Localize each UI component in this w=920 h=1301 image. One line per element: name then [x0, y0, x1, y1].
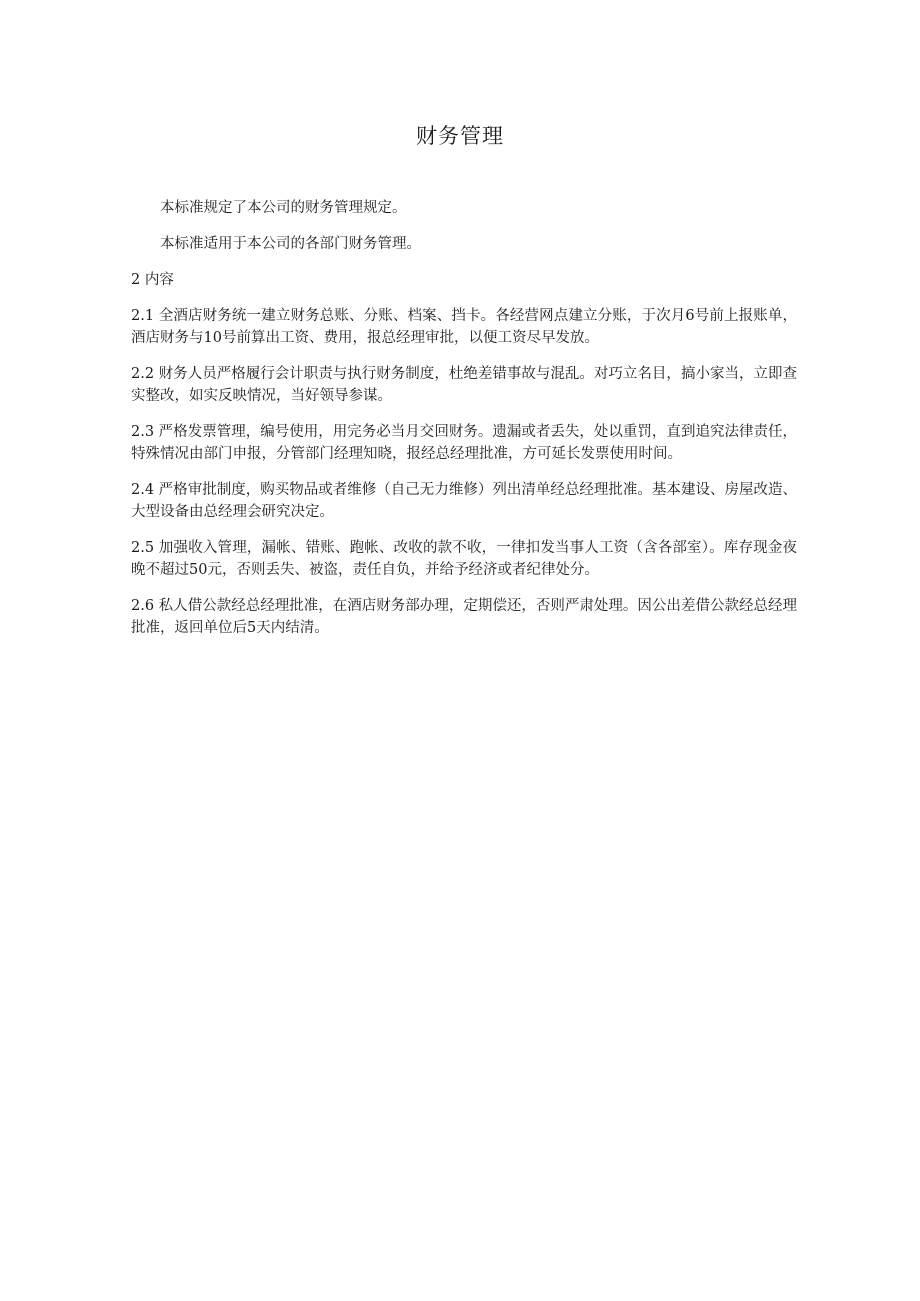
intro-paragraph-scope: 本标准规定了本公司的财务管理规定。	[160, 200, 407, 216]
document-title: 财务管理	[416, 124, 504, 148]
intro-paragraph-applicability: 本标准适用于本公司的各部门财务管理。	[160, 236, 421, 252]
clause-2-5: 2.5 加强收入管理，漏帐、错账、跑帐、改收的款不收，一律扣发当事人工资（含各部室）。库存现金夜晚不超过50元，否则丢失、被盗，责任自负，并给予经济或者纪律处分。	[131, 540, 797, 578]
section-heading-content: 2 内容	[131, 272, 174, 288]
document-body	[131, 197, 797, 653]
clause-2-2: 2.2 财务人员严格履行会计职责与执行财务制度，杜绝差错事故与混乱。对巧立名目，搞小家当，立即查实整改，如实反映情况，当好领导参谋。	[131, 366, 797, 404]
clause-2-1: 2.1 全酒店财务统一建立财务总账、分账、档案、挡卡。各经营网点建立分账，于次月6号前上报账单，酒店财务与10号前算出工资、费用，报总经理审批，以便工资尽早发放。	[131, 308, 797, 346]
clause-2-6: 2.6 私人借公款经总经理批准，在酒店财务部办理，定期偿还，否则严肃处理。因公出差借公款经总经理批准，返回单位后5天内结清。	[131, 598, 797, 636]
clause-2-3: 2.3 严格发票管理，编号使用，用完务必当月交回财务。遗漏或者丢失，处以重罚，直到追究法律责任，特殊情况由部门申报，分管部门经理知晓，报经总经理批准，方可延长发票使用时间。	[131, 424, 797, 462]
clause-2-4: 2.4 严格审批制度，购买物品或者维修（自己无力维修）列出清单经总经理批准。基本建设、房屋改造、大型设备由总经理会研究决定。	[131, 482, 797, 520]
